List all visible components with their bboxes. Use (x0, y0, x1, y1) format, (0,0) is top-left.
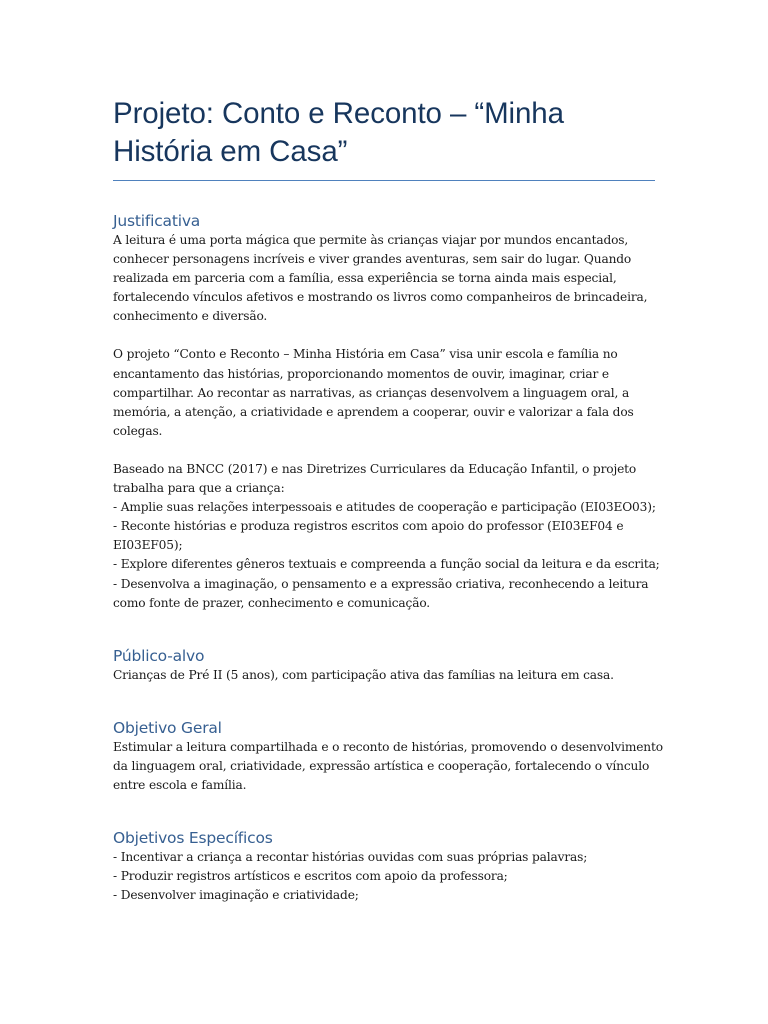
text-line: Crianças de Pré II (5 anos), com participação ativa das famílias na leitura em casa. (113, 667, 614, 682)
list-item: - Explore diferentes gêneros textuais e compreenda a função social da leitura e da escrita; (113, 557, 660, 572)
list-item: - Desenvolva a imaginação, o pensamento e a expressão criativa, reconhecendo a leitura (113, 576, 649, 591)
justificativa-paragraph-1 (113, 231, 655, 326)
heading-publico-alvo: Público-alvo (113, 646, 205, 665)
text-line: fortalecendo vínculos afetivos e mostrando os livros como companheiros de brincadeira, (113, 290, 648, 305)
text-line: A leitura é uma porta mágica que permite às crianças viajar por mundos encantados, (113, 233, 629, 247)
heading-justificativa: Justificativa (113, 212, 201, 230)
text-line: entre escola e família. (113, 777, 247, 792)
text-line: realizada em parceria com a família, essa experiência se torna ainda mais especial, (113, 271, 617, 286)
objetivos-especificos-list (113, 848, 655, 905)
list-item: - Produzir registros artísticos e escritos com apoio da professora; (113, 869, 508, 884)
title-line-1: Projeto: Conto e Reconto – “Minha (113, 97, 564, 130)
text-line: da linguagem oral, criatividade, expressão artística e cooperação, fortalecendo o vínculo (113, 758, 650, 773)
list-item: - Reconte histórias e produza registros escritos com apoio do professor (EI03EF04 e (113, 519, 624, 534)
title-line-2: História em Casa” (113, 135, 348, 168)
text-line: Estimular a leitura compartilhada e o reconto de histórias, promovendo o desenvolvimento (113, 739, 663, 754)
objetivo-geral-paragraph (113, 738, 663, 795)
document-page (113, 0, 663, 905)
document-title (113, 0, 655, 181)
list-item: - Amplie suas relações interpessoais e atitudes de cooperação e participação (EI03EO03); (113, 500, 656, 515)
text-line: EI03EF05); (113, 538, 183, 553)
list-item: - Desenvolver imaginação e criatividade; (113, 888, 359, 903)
heading-objetivos-especificos: Objetivos Específicos (113, 829, 273, 848)
text-line: O projeto “Conto e Reconto – Minha História em Casa” visa unir escola e família no (113, 347, 618, 362)
text-line: Baseado na BNCC (2017) e nas Diretrizes Curriculares da Educação Infantil, o projeto (113, 461, 637, 476)
text-line: encantamento das histórias, proporcionando momentos de ouvir, imaginar, criar e (113, 366, 609, 381)
text-line: conhecer personagens incríveis e viver grandes aventuras, sem sair do lugar. Quando (113, 252, 632, 267)
text-line: compartilhar. Ao recontar as narrativas, as crianças desenvolvem a linguagem oral, a (113, 385, 630, 400)
text-line: colegas. (113, 423, 163, 438)
text-line: conhecimento e diversão. (113, 309, 268, 324)
text-line: como fonte de prazer, conhecimento e comunicação. (113, 595, 431, 610)
heading-objetivo-geral: Objetivo Geral (113, 718, 222, 737)
justificativa-paragraph-2 (113, 345, 655, 440)
text-line: memória, a atenção, a criatividade e aprendem a cooperar, ouvir e valorizar a fala dos (113, 404, 634, 419)
publico-alvo-paragraph (113, 666, 655, 685)
justificativa-paragraph-3 (113, 460, 660, 613)
text-line: trabalha para que a criança: (113, 481, 285, 496)
list-item: - Incentivar a criança a recontar histórias ouvidas com suas próprias palavras; (113, 850, 588, 865)
